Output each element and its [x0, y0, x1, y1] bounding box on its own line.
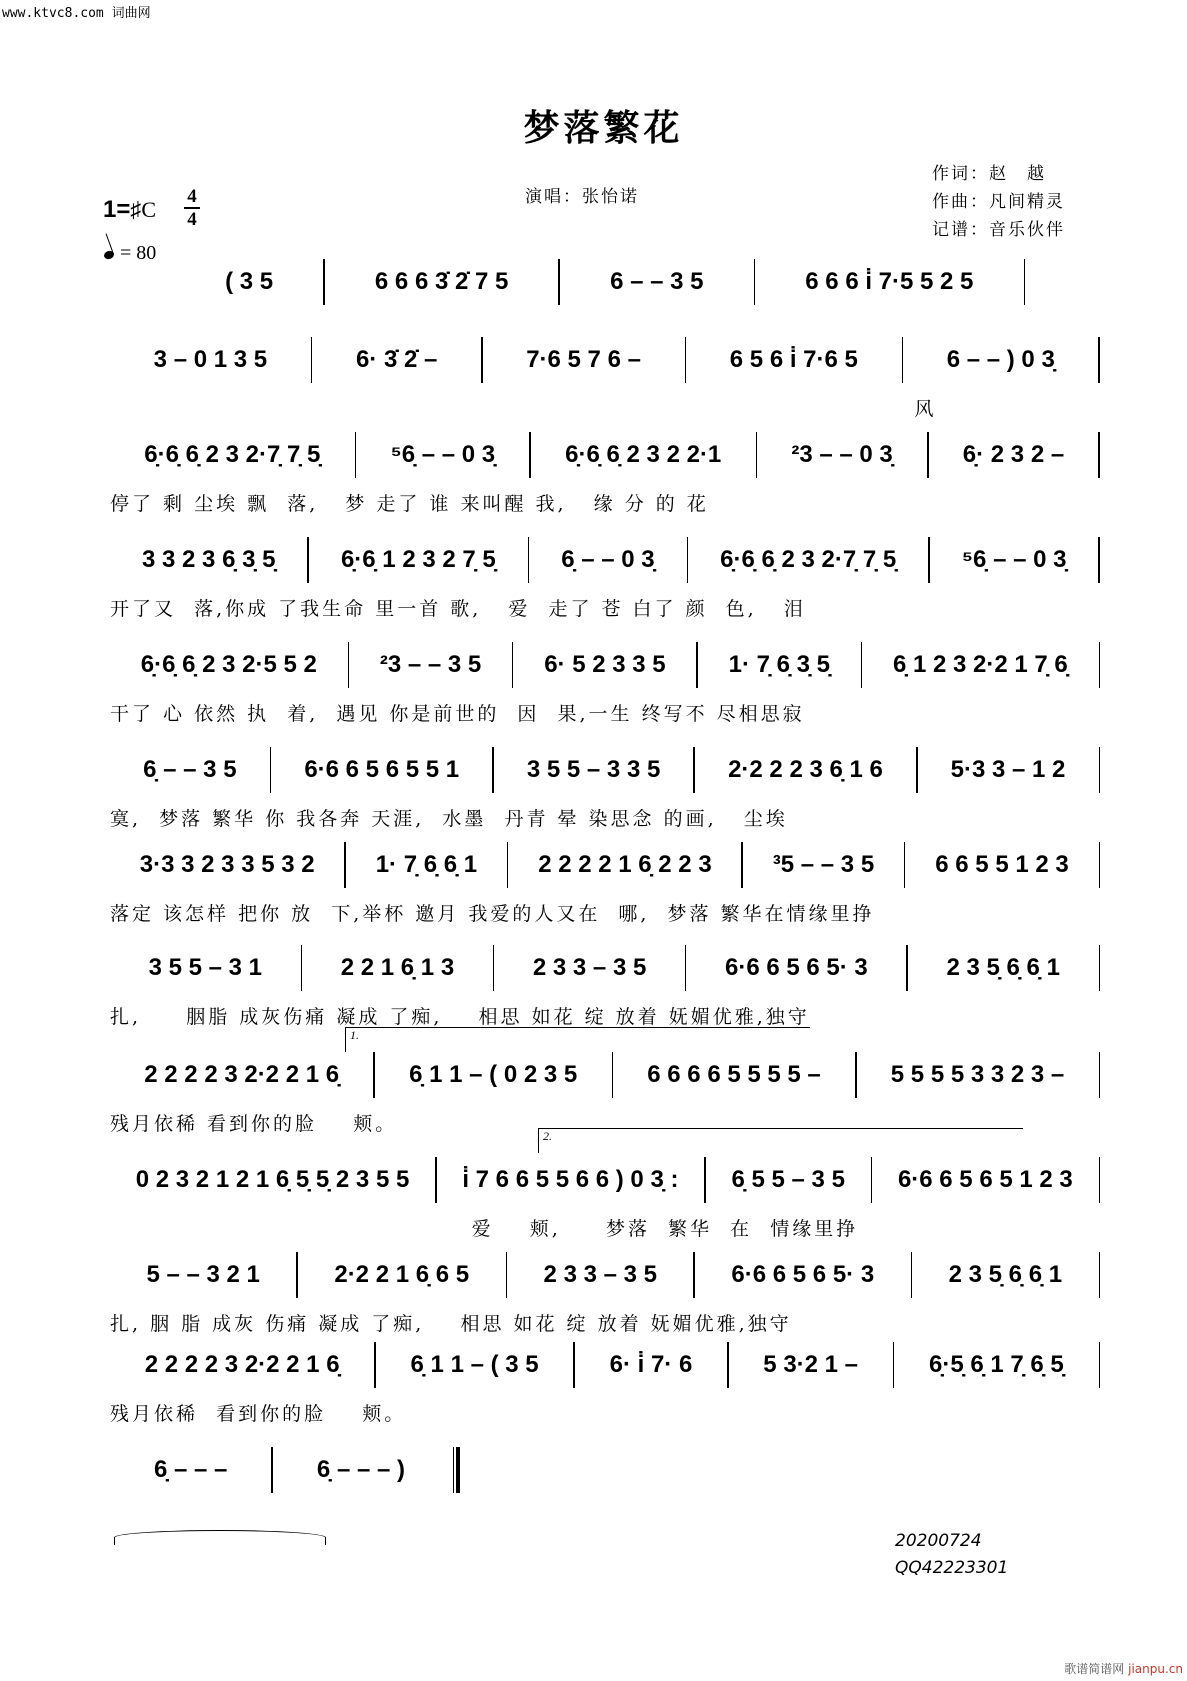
- measure: 6·6 6 5 6 5 1 2 3: [897, 1166, 1073, 1193]
- barline: [1099, 747, 1101, 793]
- measure: 6 – – 3 5: [610, 268, 704, 295]
- measure: 1· 7̣ 6̣ 3̣ 5̣: [728, 651, 830, 678]
- measure: 6̣·5̣ 6̣ 1 7̣ 6̣ 5̣: [929, 1351, 1064, 1378]
- measure: 6̣· 2 3 2 –: [962, 441, 1065, 468]
- lyrics-line: 寞, 梦落 繁华 你 我各奔 天涯, 水墨 丹青 晕 染思念 的画, 尘埃: [110, 808, 788, 830]
- song-title: 梦落繁花: [523, 107, 684, 149]
- barline: [1099, 1157, 1101, 1203]
- measure: 6 5 6 i̇ 7·6 5: [729, 346, 858, 373]
- measure: ⁵6̣ – – 0 3̣: [390, 441, 496, 468]
- measure: 5 – – 3 2 1: [146, 1261, 260, 1288]
- lyrics-line: 停了 剩 尘埃 飘 落, 梦 走了 谁 来叫醒 我, 缘 分 的 花: [110, 493, 709, 515]
- volta-bracket: 2.: [538, 1128, 1023, 1153]
- time-signature: 4 4: [184, 187, 200, 229]
- barline: [1024, 259, 1026, 305]
- measure: 6̣ – – – ): [316, 1456, 405, 1483]
- measure: 7·6 5 7 6 –: [526, 346, 641, 373]
- measure: 6 – – ) 0 3̣: [946, 346, 1055, 373]
- measure: 5 3·2 1 –: [763, 1351, 859, 1378]
- measure: 5 5 5 5 3 3 2 3 –: [890, 1061, 1065, 1088]
- measure: 6̣ – – 0 3̣: [561, 546, 655, 573]
- quarter-note-icon: [103, 250, 115, 261]
- measure: 6̣ 1 1 – ( 3 5: [410, 1351, 539, 1378]
- score-system: [110, 948, 1100, 1028]
- measure: 3 3 2 3 6̣ 3̣ 5̣: [142, 546, 276, 573]
- barline: [1099, 842, 1101, 888]
- measure: 3 5 5 – 3 1: [148, 954, 263, 981]
- measure: 6· 3̇ 2̇ –: [355, 346, 438, 373]
- measure: 2 2 2 2 1 6̣ 2 2 3: [538, 851, 712, 878]
- measure: 2 3 5̣ 6̣ 6̣ 1: [946, 954, 1060, 981]
- measure: ³5 – – 3 5: [772, 851, 875, 878]
- score-system: [110, 540, 1100, 620]
- measure: ²3 – – 3 5: [379, 651, 482, 678]
- measure: 3 5 5 – 3 3 5: [526, 756, 661, 783]
- measure: 2·2 2 2 3 6̣ 1 6: [728, 756, 883, 783]
- measure: 6 6 6 i̇ 7·5 5 2 5: [805, 268, 974, 295]
- score-system: [110, 845, 1100, 925]
- lyrics-line: [110, 1504, 460, 1530]
- barline: [1099, 945, 1101, 991]
- measure: 6̣ 5 5 – 3 5: [731, 1166, 845, 1193]
- score-system: [110, 645, 1100, 725]
- barline: [1098, 432, 1100, 478]
- lyrics-line: 风: [110, 398, 937, 420]
- barline: [1099, 1052, 1101, 1098]
- score-system: [110, 750, 1100, 830]
- measure: 2·2 2 1 6̣ 6 5: [334, 1261, 470, 1288]
- measure: 6·6 6 5 6 5· 3: [731, 1261, 875, 1288]
- measure: 6·6 6 5 6 5· 3: [725, 954, 868, 981]
- measure: 6̣·6̣ 1 2 3 2 7̣ 5̣: [340, 546, 496, 573]
- measure: 6 6 6 6 5 5 5 5 –: [647, 1061, 821, 1088]
- measure: 6̣·6̣ 6̣ 2 3 2·7̣ 7̣ 5̣: [144, 441, 321, 468]
- measure: 6̣ 1 1 – ( 0 2 3 5: [409, 1061, 578, 1088]
- watermark-bottom: 歌谱简谱网 jianpu.cn: [1064, 1662, 1183, 1676]
- score-system: [110, 1255, 1100, 1335]
- measure: 6̣ – – 3 5: [143, 756, 237, 783]
- measure: 2 2 2 2 3 2·2 2 1 6̣: [144, 1061, 340, 1088]
- singer: 演唱：张怡诺: [525, 187, 639, 207]
- barline: [1099, 1342, 1101, 1388]
- lyrics-line: 残月依稀 看到你的脸 颊。: [110, 1403, 407, 1425]
- score-system: [110, 1345, 1100, 1425]
- measure: 6 6 6 3̇ 2̇ 7 5: [374, 268, 509, 295]
- lyrics-line: [175, 316, 1025, 342]
- footer-date: 20200724: [895, 1531, 982, 1551]
- measure: 5·3 3 – 1 2: [950, 756, 1066, 783]
- measure: 2 2 2 2 3 2·2 2 1 6̣: [144, 1351, 340, 1378]
- footer-qq: QQ42223301: [895, 1558, 1009, 1578]
- key-signature: 1=♯C: [103, 196, 157, 223]
- barline: [1099, 1252, 1101, 1298]
- barline: [1098, 337, 1100, 383]
- measure: 2 3 5̣ 6̣ 6̣ 1: [948, 1261, 1063, 1288]
- measure: 3·3 3 2 3 3 5 3 2: [139, 851, 315, 878]
- measure: ( 3 5: [225, 268, 274, 295]
- lyrics-line: 干了 心 依然 执 着, 遇见 你是前世的 因 果,一生 终写不 尽相思寂: [110, 703, 805, 725]
- measure: 6̣·6̣ 6̣ 2 3 2·7̣ 7̣ 5̣: [720, 546, 897, 573]
- score-system: [110, 1450, 460, 1530]
- measure: 2 2 1 6̣ 1 3: [340, 954, 455, 981]
- composer: 作曲：凡间精灵: [932, 192, 1065, 212]
- lyrics-line: 开了又 落,你成 了我生命 里一首 歌, 爱 走了 苍 白了 颜 色, 泪: [110, 598, 806, 620]
- measure: 6· i̇ 7· 6: [609, 1351, 693, 1378]
- measure: 3 – 0 1 3 5: [153, 346, 268, 373]
- measure: 6̣·6̣ 6̣ 2 3 2·5 5 2: [140, 651, 317, 678]
- measure: 0 2 3 2 1 2 1 6̣ 5̣ 5̣ 2 3 5 5: [135, 1166, 410, 1193]
- measure: 6̣·6̣ 6̣ 2 3 2 2·1: [565, 441, 722, 468]
- measure: 2 3 3 – 3 5: [532, 954, 647, 981]
- score-system: [110, 340, 1100, 420]
- score-system: [175, 262, 1025, 342]
- lyricist: 作词：赵 越: [932, 164, 1046, 184]
- measure: 6̣ – – –: [154, 1456, 228, 1483]
- barline: [453, 1447, 460, 1493]
- measure: 6̣ 1 2 3 2·2 1 7̣ 6̣: [892, 651, 1068, 678]
- measure: 6·6 6 5 6 5 5 1: [304, 756, 460, 783]
- score-system: [110, 1129, 1100, 1240]
- measure: ⁵6̣ – – 0 3̣: [961, 546, 1067, 573]
- lyrics-line: 扎, 胭脂 成灰伤痛 凝成 了痴, 相思 如花 绽 放着 妩媚优雅,独守: [110, 1006, 810, 1028]
- score-system: [110, 1028, 1100, 1135]
- volta-bracket: 1.: [345, 1027, 810, 1052]
- watermark-top: www.ktvc8.com 词曲网: [2, 6, 151, 21]
- barline: [1098, 537, 1100, 583]
- lyrics-line: 爱 颊, 梦落 繁华 在 情缘里挣: [110, 1218, 859, 1240]
- lyrics-line: 残月依稀 看到你的脸 颊。: [110, 1113, 398, 1135]
- measure: 1· 7̣ 6̣ 6̣ 1: [375, 851, 478, 878]
- measure: i̇ 7 6 6 5 5 6 6 ) 0 3̣ :: [462, 1166, 679, 1193]
- score-system: [110, 435, 1100, 515]
- notation-by: 记谱：音乐伙伴: [932, 220, 1065, 240]
- measure: 2 3 3 – 3 5: [543, 1261, 657, 1288]
- credits: [932, 160, 1065, 244]
- measure: 6· 5 2 3 3 5: [544, 651, 666, 678]
- lyrics-line: 落定 该怎样 把你 放 下,举杯 邀月 我爱的人又在 哪, 梦落 繁华在情缘里挣: [110, 903, 875, 925]
- tempo-marking: = 80: [104, 242, 156, 265]
- measure: 6 6 5 5 1 2 3: [935, 851, 1069, 878]
- measure: ²3 – – 0 3̣: [791, 441, 893, 468]
- lyrics-line: 扎, 胭 脂 成灰 伤痛 凝成 了痴, 相思 如花 绽 放着 妩媚优雅,独守: [110, 1313, 792, 1335]
- ending-slur: [114, 1530, 326, 1545]
- barline: [1099, 642, 1101, 688]
